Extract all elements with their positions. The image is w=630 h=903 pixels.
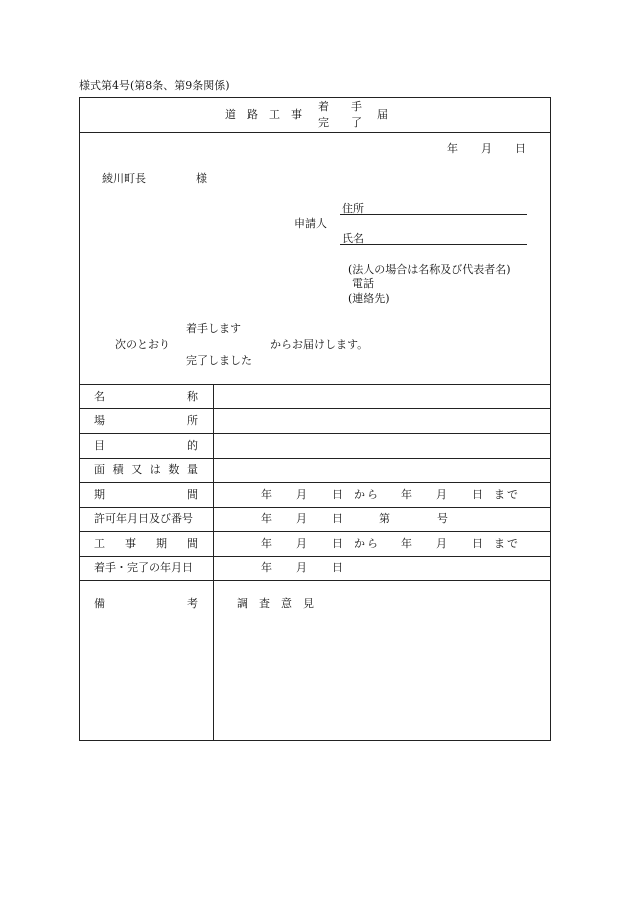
label-char: 期 (156, 537, 167, 550)
label-char: 数 (168, 463, 180, 476)
label-char: 称 (187, 390, 198, 403)
label-char: 場 (94, 414, 105, 427)
column-divider (213, 384, 214, 741)
construction-to-day: 日 (472, 537, 483, 550)
title-divider (79, 132, 551, 133)
period-to-year: 年 (401, 488, 412, 501)
date-month: 月 (481, 142, 492, 155)
permit-day: 日 (332, 512, 343, 525)
row-label-purpose (94, 440, 198, 451)
label-char: 考 (187, 597, 198, 610)
statement-option-start: 着手します (186, 322, 241, 335)
form-number: 様式第4号(第8条、第9条関係) (79, 79, 230, 92)
row-divider (79, 531, 551, 532)
address-field-line[interactable] (340, 214, 527, 215)
permit-number-prefix: 第 (379, 512, 390, 525)
label-char: 事 (125, 537, 136, 550)
name-field-line[interactable] (340, 244, 527, 245)
permit-month: 月 (296, 512, 307, 525)
title-choice-start: 着 手 (318, 100, 362, 113)
label-char: 備 (94, 597, 105, 610)
contact-note: (連絡先) (348, 292, 390, 305)
label-char: 又 (131, 463, 143, 476)
row-divider (79, 507, 551, 508)
label-char: 許可年月日及び番号 (94, 512, 193, 525)
title-suffix: 届 (377, 108, 388, 121)
row-label-start-finish-date (94, 562, 198, 573)
title-prefix: 道 路 工 事 (225, 108, 302, 121)
construction-until-word: まで (494, 537, 520, 550)
phone-label: 電話 (352, 277, 374, 290)
label-char: 期 (94, 488, 105, 501)
addressee-name: 綾川町長 (102, 172, 146, 185)
row-label-construction-period (94, 538, 198, 549)
row-divider (79, 580, 551, 581)
label-char: 名 (94, 390, 105, 403)
construction-from-year: 年 (261, 537, 272, 550)
name-label: 氏名 (342, 232, 364, 245)
period-from-word: から (354, 488, 380, 501)
permit-number-suffix: 号 (437, 512, 448, 525)
table-top-divider (79, 384, 551, 385)
row-divider (79, 482, 551, 483)
survey-opinion-label: 調 査 意 見 (237, 597, 314, 610)
date-day: 日 (515, 142, 526, 155)
construction-to-year: 年 (401, 537, 412, 550)
row-label-period (94, 489, 198, 500)
row-label-name (94, 391, 198, 402)
row-label-remarks (94, 598, 198, 609)
period-until-word: まで (494, 488, 520, 501)
title-choice-finish: 完 了 (318, 116, 362, 129)
row-divider (79, 556, 551, 557)
period-to-month: 月 (436, 488, 447, 501)
construction-from-month: 月 (296, 537, 307, 550)
period-from-day: 日 (332, 488, 343, 501)
label-char: 間 (187, 488, 198, 501)
construction-to-month: 月 (436, 537, 447, 550)
label-char: は (149, 463, 161, 476)
corporate-note: (法人の場合は名称及び代表者名) (348, 263, 511, 276)
label-char: 着手・完了の年月日 (94, 561, 193, 574)
label-char: 的 (187, 439, 198, 452)
row-label-area-quantity (94, 464, 198, 475)
permit-year: 年 (261, 512, 272, 525)
row-divider (79, 458, 551, 459)
date-year: 年 (447, 142, 458, 155)
period-from-year: 年 (261, 488, 272, 501)
label-char: 量 (186, 463, 198, 476)
row-divider (79, 408, 551, 409)
applicant-label: 申請人 (294, 217, 327, 230)
address-label: 住所 (342, 202, 364, 215)
label-char: 積 (112, 463, 124, 476)
start-finish-day: 日 (332, 561, 343, 574)
row-label-permit-date-number (94, 513, 198, 524)
label-char: 面 (94, 463, 105, 476)
row-divider (79, 433, 551, 434)
label-char: 間 (187, 537, 198, 550)
period-to-day: 日 (472, 488, 483, 501)
period-from-month: 月 (296, 488, 307, 501)
addressee-honorific: 様 (196, 172, 207, 185)
start-finish-year: 年 (261, 561, 272, 574)
statement-suffix: からお届けします。 (270, 338, 369, 351)
start-finish-month: 月 (296, 561, 307, 574)
label-char: 目 (94, 439, 105, 452)
statement-prefix: 次のとおり (115, 338, 170, 351)
statement-option-finish: 完了しました (186, 354, 252, 367)
row-label-place (94, 415, 198, 426)
label-char: 所 (187, 414, 198, 427)
construction-from-day: 日 (332, 537, 343, 550)
label-char: 工 (94, 537, 105, 550)
construction-from-word: から (354, 537, 380, 550)
